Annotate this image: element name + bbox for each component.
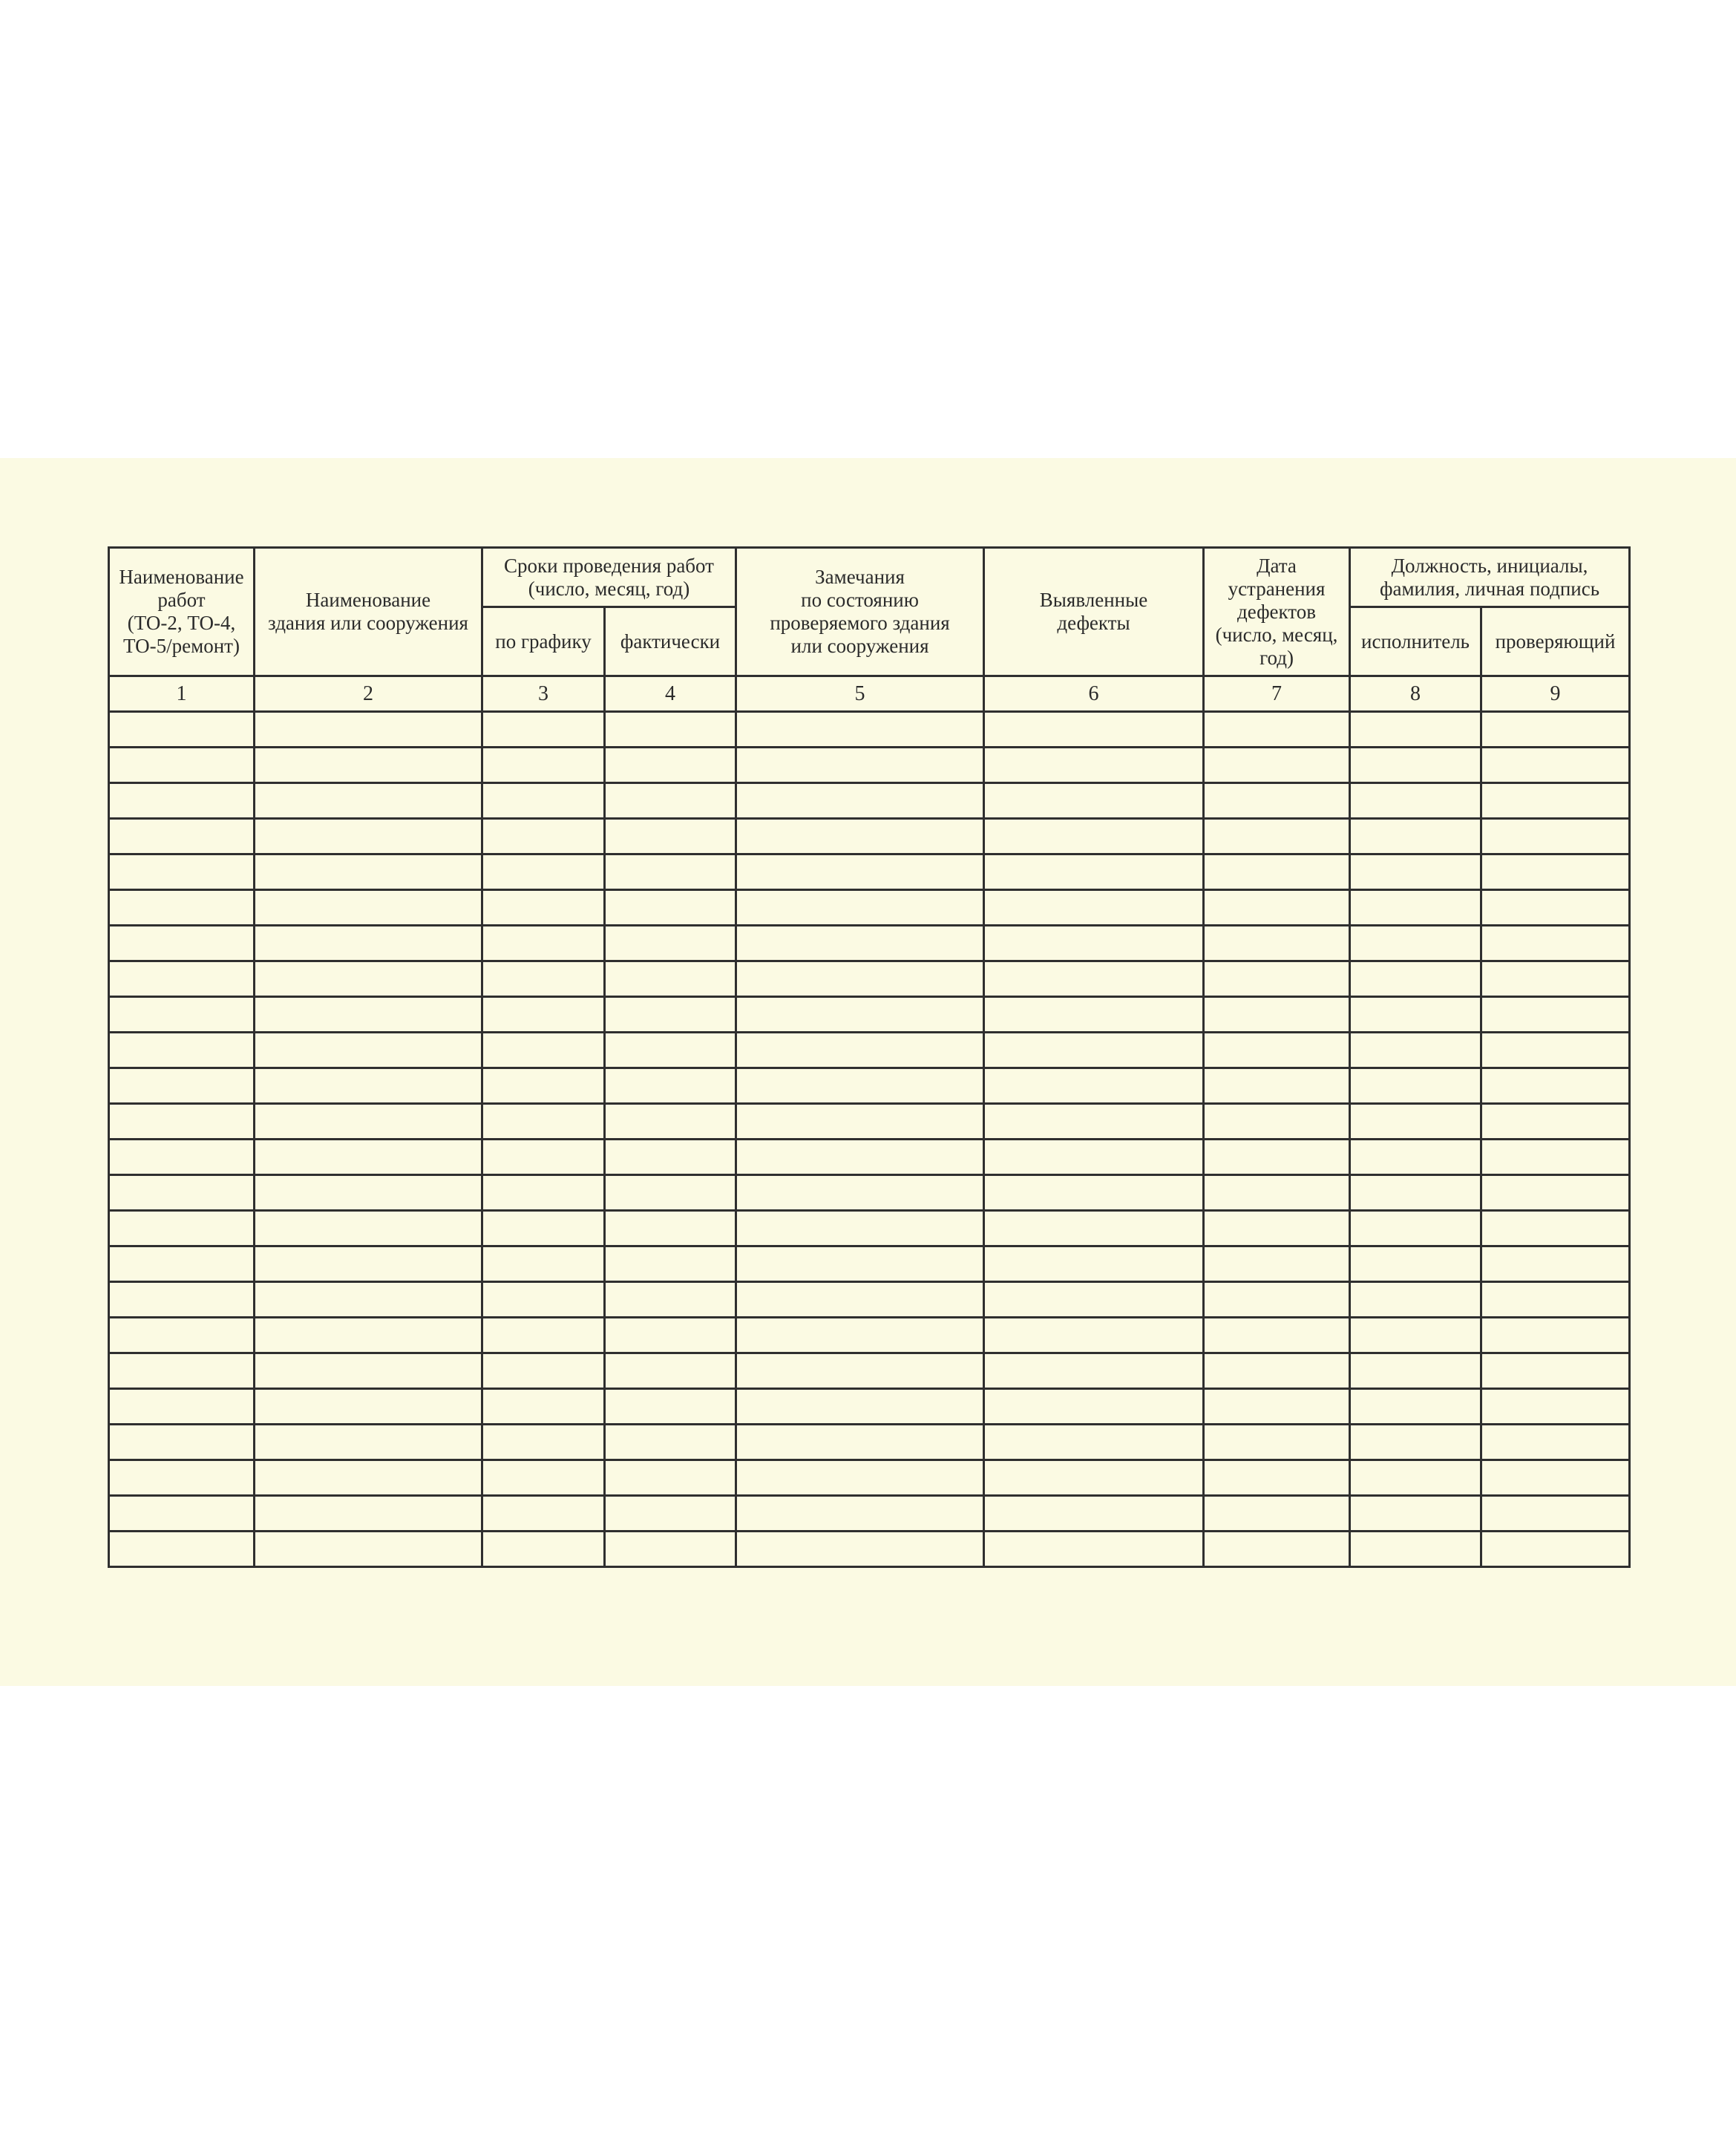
table-cell[interactable] xyxy=(109,961,255,997)
column-number: 3 xyxy=(482,676,605,712)
header-executor: исполнитель xyxy=(1350,607,1481,676)
table-cell[interactable] xyxy=(736,1318,984,1353)
table-row xyxy=(109,1496,1630,1532)
table-cell[interactable] xyxy=(1481,1104,1630,1140)
table-cell[interactable] xyxy=(482,748,605,783)
table-row xyxy=(109,819,1630,854)
table-cell[interactable] xyxy=(1481,1140,1630,1175)
table-cell[interactable] xyxy=(109,926,255,961)
table-cell[interactable] xyxy=(482,1140,605,1175)
table-cell[interactable] xyxy=(1204,1389,1350,1425)
table-cell[interactable] xyxy=(1350,926,1481,961)
table-cell[interactable] xyxy=(255,1460,482,1496)
table-cell[interactable] xyxy=(1481,712,1630,748)
table-cell[interactable] xyxy=(255,712,482,748)
table-cell[interactable] xyxy=(255,1496,482,1532)
table-row xyxy=(109,1246,1630,1282)
table-cell[interactable] xyxy=(1350,1104,1481,1140)
table-cell[interactable] xyxy=(255,1532,482,1567)
table-cell[interactable] xyxy=(1204,1460,1350,1496)
table-cell[interactable] xyxy=(605,1282,736,1318)
table-cell[interactable] xyxy=(1350,1033,1481,1068)
table-cell[interactable] xyxy=(482,1282,605,1318)
table-cell[interactable] xyxy=(605,1175,736,1211)
table-cell[interactable] xyxy=(605,748,736,783)
table-cell[interactable] xyxy=(984,1033,1204,1068)
table-cell[interactable] xyxy=(605,1211,736,1246)
table-row xyxy=(109,890,1630,926)
table-cell[interactable] xyxy=(1350,961,1481,997)
table-cell[interactable] xyxy=(1350,1532,1481,1567)
table-cell[interactable] xyxy=(1204,1068,1350,1104)
header-row-top xyxy=(109,548,1630,607)
table-cell[interactable] xyxy=(1350,1318,1481,1353)
table-cell[interactable] xyxy=(109,1033,255,1068)
table-cell[interactable] xyxy=(736,1282,984,1318)
table-cell[interactable] xyxy=(482,890,605,926)
table-cell[interactable] xyxy=(984,854,1204,890)
table-cell[interactable] xyxy=(1350,748,1481,783)
table-cell[interactable] xyxy=(1350,1460,1481,1496)
table-cell[interactable] xyxy=(109,1496,255,1532)
table-cell[interactable] xyxy=(109,997,255,1033)
table-cell[interactable] xyxy=(736,997,984,1033)
table-row xyxy=(109,1425,1630,1460)
table-cell[interactable] xyxy=(109,712,255,748)
table-cell[interactable] xyxy=(1481,1246,1630,1282)
table-cell[interactable] xyxy=(1350,783,1481,819)
table-cell[interactable] xyxy=(984,1532,1204,1567)
table-cell[interactable] xyxy=(482,997,605,1033)
table-cell[interactable] xyxy=(736,1389,984,1425)
form-sheet xyxy=(0,458,1736,1686)
table-cell[interactable] xyxy=(736,1532,984,1567)
table-cell[interactable] xyxy=(605,926,736,961)
table-cell[interactable] xyxy=(109,1068,255,1104)
table-cell[interactable] xyxy=(1204,926,1350,961)
table-cell[interactable] xyxy=(482,1318,605,1353)
table-cell[interactable] xyxy=(255,1389,482,1425)
table-cell[interactable] xyxy=(736,1068,984,1104)
table-cell[interactable] xyxy=(109,1140,255,1175)
table-cell[interactable] xyxy=(605,997,736,1033)
header-building-name: Наименование здания или сооружения xyxy=(255,548,482,676)
table-cell[interactable] xyxy=(1350,819,1481,854)
table-cell[interactable] xyxy=(984,712,1204,748)
table-cell[interactable] xyxy=(1350,1353,1481,1389)
table-cell[interactable] xyxy=(1350,1246,1481,1282)
table-cell[interactable] xyxy=(736,748,984,783)
table-cell[interactable] xyxy=(482,1175,605,1211)
table-cell[interactable] xyxy=(255,890,482,926)
table-cell[interactable] xyxy=(605,1460,736,1496)
table-cell[interactable] xyxy=(736,1496,984,1532)
table-cell[interactable] xyxy=(1204,712,1350,748)
table-cell[interactable] xyxy=(984,1068,1204,1104)
table-row xyxy=(109,712,1630,748)
table-cell[interactable] xyxy=(605,961,736,997)
table-cell[interactable] xyxy=(255,748,482,783)
table-cell[interactable] xyxy=(255,854,482,890)
table-cell[interactable] xyxy=(255,783,482,819)
table-cell[interactable] xyxy=(984,1104,1204,1140)
column-number: 7 xyxy=(1204,676,1350,712)
table-cell[interactable] xyxy=(255,1425,482,1460)
table-row xyxy=(109,1033,1630,1068)
table-cell[interactable] xyxy=(1481,1282,1630,1318)
table-cell[interactable] xyxy=(736,1246,984,1282)
table-row xyxy=(109,1175,1630,1211)
table-row xyxy=(109,1532,1630,1567)
table-cell[interactable] xyxy=(605,1033,736,1068)
table-cell[interactable] xyxy=(255,926,482,961)
table-cell[interactable] xyxy=(984,890,1204,926)
header-signature-group: Должность, инициалы, фамилия, личная подпись xyxy=(1350,548,1630,607)
column-number: 4 xyxy=(605,676,736,712)
table-cell[interactable] xyxy=(736,1460,984,1496)
table-row xyxy=(109,926,1630,961)
table-cell[interactable] xyxy=(736,926,984,961)
column-number: 9 xyxy=(1481,676,1630,712)
table-cell[interactable] xyxy=(1481,1211,1630,1246)
table-cell[interactable] xyxy=(482,1033,605,1068)
header-defects: Выявленные дефекты xyxy=(984,548,1204,676)
table-row xyxy=(109,997,1630,1033)
table-cell[interactable] xyxy=(1204,819,1350,854)
table-row xyxy=(109,854,1630,890)
table-cell[interactable] xyxy=(482,1460,605,1496)
table-cell[interactable] xyxy=(1204,1318,1350,1353)
table-cell[interactable] xyxy=(605,854,736,890)
table-cell[interactable] xyxy=(1481,748,1630,783)
header-inspector: проверяющий xyxy=(1481,607,1630,676)
table-cell[interactable] xyxy=(109,748,255,783)
table-cell[interactable] xyxy=(1204,1104,1350,1140)
table-cell[interactable] xyxy=(1481,1460,1630,1496)
table-cell[interactable] xyxy=(482,1246,605,1282)
table-cell[interactable] xyxy=(109,1425,255,1460)
table-cell[interactable] xyxy=(1481,1532,1630,1567)
table-cell[interactable] xyxy=(1481,819,1630,854)
table-cell[interactable] xyxy=(1350,997,1481,1033)
column-number-row xyxy=(109,676,1630,712)
table-cell[interactable] xyxy=(605,1353,736,1389)
table-cell[interactable] xyxy=(1204,1353,1350,1389)
table-cell[interactable] xyxy=(109,819,255,854)
table-cell[interactable] xyxy=(736,1425,984,1460)
table-cell[interactable] xyxy=(1204,1033,1350,1068)
table-cell[interactable] xyxy=(1481,961,1630,997)
table-cell[interactable] xyxy=(1204,854,1350,890)
table-cell[interactable] xyxy=(482,1211,605,1246)
table-cell[interactable] xyxy=(736,890,984,926)
table-cell[interactable] xyxy=(1350,1068,1481,1104)
table-row xyxy=(109,1211,1630,1246)
table-cell[interactable] xyxy=(605,783,736,819)
table-cell[interactable] xyxy=(1350,1389,1481,1425)
table-cell[interactable] xyxy=(255,1246,482,1282)
column-number: 5 xyxy=(736,676,984,712)
table-cell[interactable] xyxy=(482,783,605,819)
table-cell[interactable] xyxy=(1204,1496,1350,1532)
table-cell[interactable] xyxy=(605,1246,736,1282)
table-cell[interactable] xyxy=(984,1389,1204,1425)
table-cell[interactable] xyxy=(109,1175,255,1211)
table-cell[interactable] xyxy=(984,1496,1204,1532)
table-cell[interactable] xyxy=(1350,1211,1481,1246)
table-cell[interactable] xyxy=(255,1140,482,1175)
table-row xyxy=(109,1104,1630,1140)
table-cell[interactable] xyxy=(1481,854,1630,890)
table-cell[interactable] xyxy=(984,1318,1204,1353)
table-cell[interactable] xyxy=(255,1068,482,1104)
table-row xyxy=(109,1068,1630,1104)
table-cell[interactable] xyxy=(482,961,605,997)
table-row xyxy=(109,1460,1630,1496)
table-body xyxy=(109,712,1630,1567)
table-cell[interactable] xyxy=(255,1104,482,1140)
table-cell[interactable] xyxy=(1481,1425,1630,1460)
table-cell[interactable] xyxy=(1350,1175,1481,1211)
table-cell[interactable] xyxy=(482,1068,605,1104)
table-row xyxy=(109,1353,1630,1389)
table-cell[interactable] xyxy=(605,1068,736,1104)
table-row xyxy=(109,1389,1630,1425)
table-cell[interactable] xyxy=(605,1425,736,1460)
table-cell[interactable] xyxy=(984,1460,1204,1496)
inspection-log-table xyxy=(108,546,1631,1568)
table-cell[interactable] xyxy=(255,1318,482,1353)
table-cell[interactable] xyxy=(255,997,482,1033)
table-cell[interactable] xyxy=(736,819,984,854)
table-cell[interactable] xyxy=(1350,1282,1481,1318)
table-cell[interactable] xyxy=(482,926,605,961)
table-cell[interactable] xyxy=(736,1140,984,1175)
table-cell[interactable] xyxy=(482,854,605,890)
column-number: 8 xyxy=(1350,676,1481,712)
table-cell[interactable] xyxy=(736,712,984,748)
table-cell[interactable] xyxy=(1350,1140,1481,1175)
table-cell[interactable] xyxy=(984,1211,1204,1246)
table-cell[interactable] xyxy=(482,1425,605,1460)
table-cell[interactable] xyxy=(109,783,255,819)
header-work-name: Наименование работ (ТО-2, ТО-4, ТО-5/ремонт) xyxy=(109,548,255,676)
table-row xyxy=(109,1318,1630,1353)
table-cell[interactable] xyxy=(984,1175,1204,1211)
table-cell[interactable] xyxy=(1481,1175,1630,1211)
header-dates-group: Сроки проведения работ (число, месяц, год) xyxy=(482,548,736,607)
table-cell[interactable] xyxy=(109,1104,255,1140)
table-row xyxy=(109,961,1630,997)
table-cell[interactable] xyxy=(736,1353,984,1389)
column-number: 1 xyxy=(109,676,255,712)
table-cell[interactable] xyxy=(109,854,255,890)
table-cell[interactable] xyxy=(605,1318,736,1353)
table-cell[interactable] xyxy=(736,1175,984,1211)
table-cell[interactable] xyxy=(736,854,984,890)
table-cell[interactable] xyxy=(1350,890,1481,926)
table-cell[interactable] xyxy=(109,1389,255,1425)
table-row xyxy=(109,1282,1630,1318)
table-cell[interactable] xyxy=(482,1496,605,1532)
table-cell[interactable] xyxy=(1204,1282,1350,1318)
table-cell[interactable] xyxy=(1204,1246,1350,1282)
table-cell[interactable] xyxy=(109,1532,255,1567)
table-cell[interactable] xyxy=(984,1140,1204,1175)
table-cell[interactable] xyxy=(605,1389,736,1425)
column-number: 2 xyxy=(255,676,482,712)
header-actual: фактически xyxy=(605,607,736,676)
table-cell[interactable] xyxy=(1204,1211,1350,1246)
table-cell[interactable] xyxy=(482,819,605,854)
table-cell[interactable] xyxy=(109,1460,255,1496)
table-cell[interactable] xyxy=(482,1353,605,1389)
table-cell[interactable] xyxy=(1204,890,1350,926)
table-cell[interactable] xyxy=(109,1282,255,1318)
table-cell[interactable] xyxy=(255,1211,482,1246)
table-row xyxy=(109,783,1630,819)
table-cell[interactable] xyxy=(255,1033,482,1068)
table-cell[interactable] xyxy=(1350,1496,1481,1532)
table-cell[interactable] xyxy=(1350,712,1481,748)
table-cell[interactable] xyxy=(1204,997,1350,1033)
header-by-schedule: по графику xyxy=(482,607,605,676)
table-cell[interactable] xyxy=(605,1104,736,1140)
table-cell[interactable] xyxy=(1481,1318,1630,1353)
table-cell[interactable] xyxy=(255,961,482,997)
table-cell[interactable] xyxy=(109,890,255,926)
table-cell[interactable] xyxy=(984,926,1204,961)
table-cell[interactable] xyxy=(1481,926,1630,961)
table-cell[interactable] xyxy=(482,1389,605,1425)
table-cell[interactable] xyxy=(255,1282,482,1318)
table-cell[interactable] xyxy=(1481,1389,1630,1425)
table-cell[interactable] xyxy=(984,783,1204,819)
table-cell[interactable] xyxy=(482,1104,605,1140)
table-cell[interactable] xyxy=(605,1496,736,1532)
table-cell[interactable] xyxy=(255,819,482,854)
table-cell[interactable] xyxy=(1204,1175,1350,1211)
table-cell[interactable] xyxy=(1204,1425,1350,1460)
header-remarks: Замечания по состоянию проверяемого здания или сооружения xyxy=(736,548,984,676)
table-cell[interactable] xyxy=(984,1353,1204,1389)
table-cell[interactable] xyxy=(984,1282,1204,1318)
table-cell[interactable] xyxy=(1204,961,1350,997)
table-cell[interactable] xyxy=(605,1140,736,1175)
table-cell[interactable] xyxy=(605,890,736,926)
table-cell[interactable] xyxy=(1481,890,1630,926)
table-cell[interactable] xyxy=(605,1532,736,1567)
table-cell[interactable] xyxy=(1481,1033,1630,1068)
table-cell[interactable] xyxy=(1350,1425,1481,1460)
table-cell[interactable] xyxy=(984,819,1204,854)
header-fix-date: Дата устранения дефектов (число, месяц, год) xyxy=(1204,548,1350,676)
table-cell[interactable] xyxy=(1481,783,1630,819)
table-cell[interactable] xyxy=(736,1104,984,1140)
table-row xyxy=(109,748,1630,783)
table-cell[interactable] xyxy=(255,1353,482,1389)
column-number: 6 xyxy=(984,676,1204,712)
table-cell[interactable] xyxy=(1204,1140,1350,1175)
table-cell[interactable] xyxy=(984,1246,1204,1282)
table-cell[interactable] xyxy=(109,1353,255,1389)
table-cell[interactable] xyxy=(1204,748,1350,783)
table-cell[interactable] xyxy=(1204,783,1350,819)
table-cell[interactable] xyxy=(984,961,1204,997)
table-cell[interactable] xyxy=(1204,1532,1350,1567)
table-cell[interactable] xyxy=(736,1033,984,1068)
table-cell[interactable] xyxy=(984,1425,1204,1460)
table-cell[interactable] xyxy=(109,1246,255,1282)
table-cell[interactable] xyxy=(605,819,736,854)
table-cell[interactable] xyxy=(1481,1068,1630,1104)
table-cell[interactable] xyxy=(1350,854,1481,890)
table-cell[interactable] xyxy=(984,748,1204,783)
table-cell[interactable] xyxy=(482,712,605,748)
table-cell[interactable] xyxy=(984,997,1204,1033)
table-row xyxy=(109,1140,1630,1175)
table-cell[interactable] xyxy=(1481,1353,1630,1389)
table-cell[interactable] xyxy=(109,1318,255,1353)
table-cell[interactable] xyxy=(1481,997,1630,1033)
table-cell[interactable] xyxy=(1481,1496,1630,1532)
table-cell[interactable] xyxy=(482,1532,605,1567)
table-cell[interactable] xyxy=(255,1175,482,1211)
table-cell[interactable] xyxy=(736,783,984,819)
table-cell[interactable] xyxy=(109,1211,255,1246)
table-cell[interactable] xyxy=(736,1211,984,1246)
table-cell[interactable] xyxy=(605,712,736,748)
table-cell[interactable] xyxy=(736,961,984,997)
